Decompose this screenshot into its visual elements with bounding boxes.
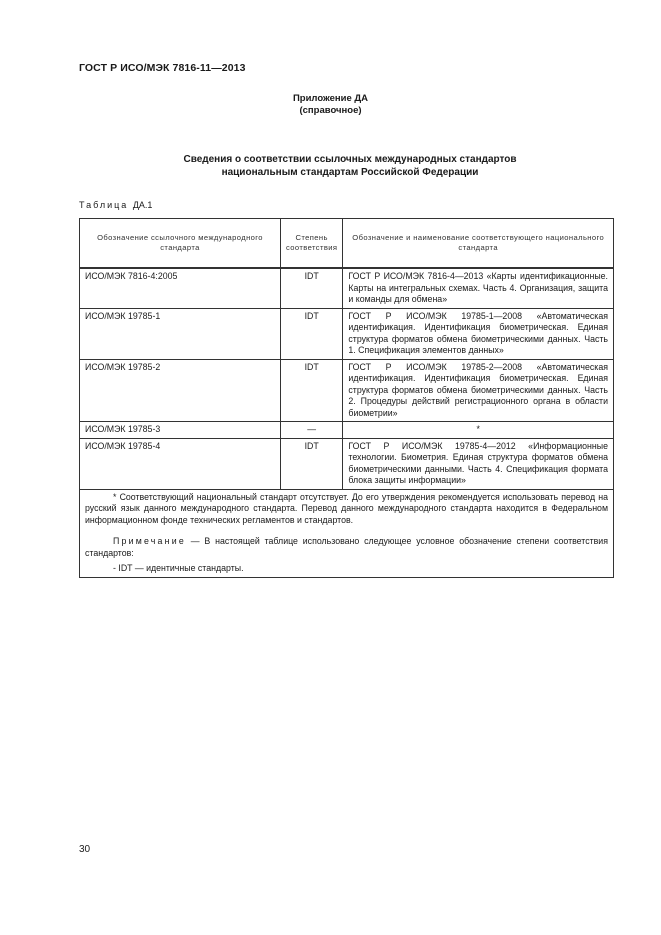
section-title-line2: национальным стандартам Российской Федерации bbox=[221, 166, 479, 178]
table-footer bbox=[80, 489, 614, 577]
cell-degree: IDT bbox=[281, 359, 343, 422]
cell-degree: IDT bbox=[281, 268, 343, 308]
column-header-degree: Степень соответствия bbox=[281, 219, 343, 269]
appendix-title: Приложение ДА bbox=[292, 93, 369, 104]
cell-ref: ИСО/МЭК 19785-3 bbox=[80, 422, 281, 439]
section-title-line1: Сведения о соответствии ссылочных международных стандартов bbox=[183, 154, 517, 165]
cell-degree: IDT bbox=[281, 438, 343, 489]
page-number: 30 bbox=[79, 844, 91, 855]
appendix-heading bbox=[0, 93, 661, 117]
column-header-ref: Обозначение ссылочного международного стандарта bbox=[80, 219, 281, 269]
cell-national: ГОСТ Р ИСО/МЭК 19785-1—2008 «Автоматическая идентификация. Идентификация биометрическая. Единая структура форматов обмена биометрическими данных. Часть 1. Спецификация элементов данных» bbox=[343, 308, 614, 359]
table-footnote: * Соответствующий национальный стандарт отсутствует. До его утверждения рекомендуется использовать перевод на русский язык данного международного стандарта. Перевод данного международного стандарта находится в Федеральном информационном фонде технических регламентов и стандартов. bbox=[85, 491, 608, 525]
document-header: ГОСТ Р ИСО/МЭК 7816-11—2013 bbox=[79, 62, 246, 74]
standards-table bbox=[79, 218, 614, 578]
section-title bbox=[120, 154, 580, 179]
cell-ref: ИСО/МЭК 19785-4 bbox=[80, 438, 281, 489]
cell-national: ГОСТ Р ИСО/МЭК 19785-2—2008 «Автоматическая идентификация. Идентификация биометрическая. Единая структура форматов обмена биометрическими данных. Часть 2. Процедуры действий регистрационного органа в области биометрии» bbox=[343, 359, 614, 422]
cell-national: ГОСТ Р ИСО/МЭК 19785-4—2012 «Информационные технологии. Биометрия. Единая структура форматов обмена биометрическими данными. Часть 4. Спецификация формата блока защиты информации» bbox=[343, 438, 614, 489]
appendix-subtitle: (справочное) bbox=[299, 105, 362, 116]
cell-national: ГОСТ Р ИСО/МЭК 7816-4—2013 «Карты идентификационные. Карты на интегральных схемах. Часть 4. Организация, защита и команды для обмена» bbox=[343, 268, 614, 308]
table-note bbox=[85, 536, 608, 559]
table-legend: - IDT — идентичные стандарты. bbox=[113, 563, 244, 573]
table-row bbox=[80, 438, 614, 489]
table-label-number: ДА.1 bbox=[132, 200, 153, 210]
column-header-national: Обозначение и наименование соответствующего национального стандарта bbox=[343, 219, 614, 269]
table-footer-row bbox=[80, 489, 614, 577]
table-row bbox=[80, 268, 614, 308]
note-label: Примечание bbox=[113, 536, 186, 546]
cell-degree: IDT bbox=[281, 308, 343, 359]
table-header-row bbox=[80, 219, 614, 269]
cell-ref: ИСО/МЭК 19785-2 bbox=[80, 359, 281, 422]
table-row bbox=[80, 422, 614, 439]
table-label bbox=[79, 200, 152, 210]
note-text: — В настоящей таблице использовано следующее условное обозначение степени соответствия стандартов: bbox=[85, 536, 608, 558]
cell-national: * bbox=[343, 422, 614, 439]
table-label-prefix: Таблица bbox=[79, 200, 129, 210]
cell-degree: — bbox=[281, 422, 343, 439]
table-row bbox=[80, 308, 614, 359]
cell-ref: ИСО/МЭК 7816-4:2005 bbox=[80, 268, 281, 308]
cell-ref: ИСО/МЭК 19785-1 bbox=[80, 308, 281, 359]
table-row bbox=[80, 359, 614, 422]
